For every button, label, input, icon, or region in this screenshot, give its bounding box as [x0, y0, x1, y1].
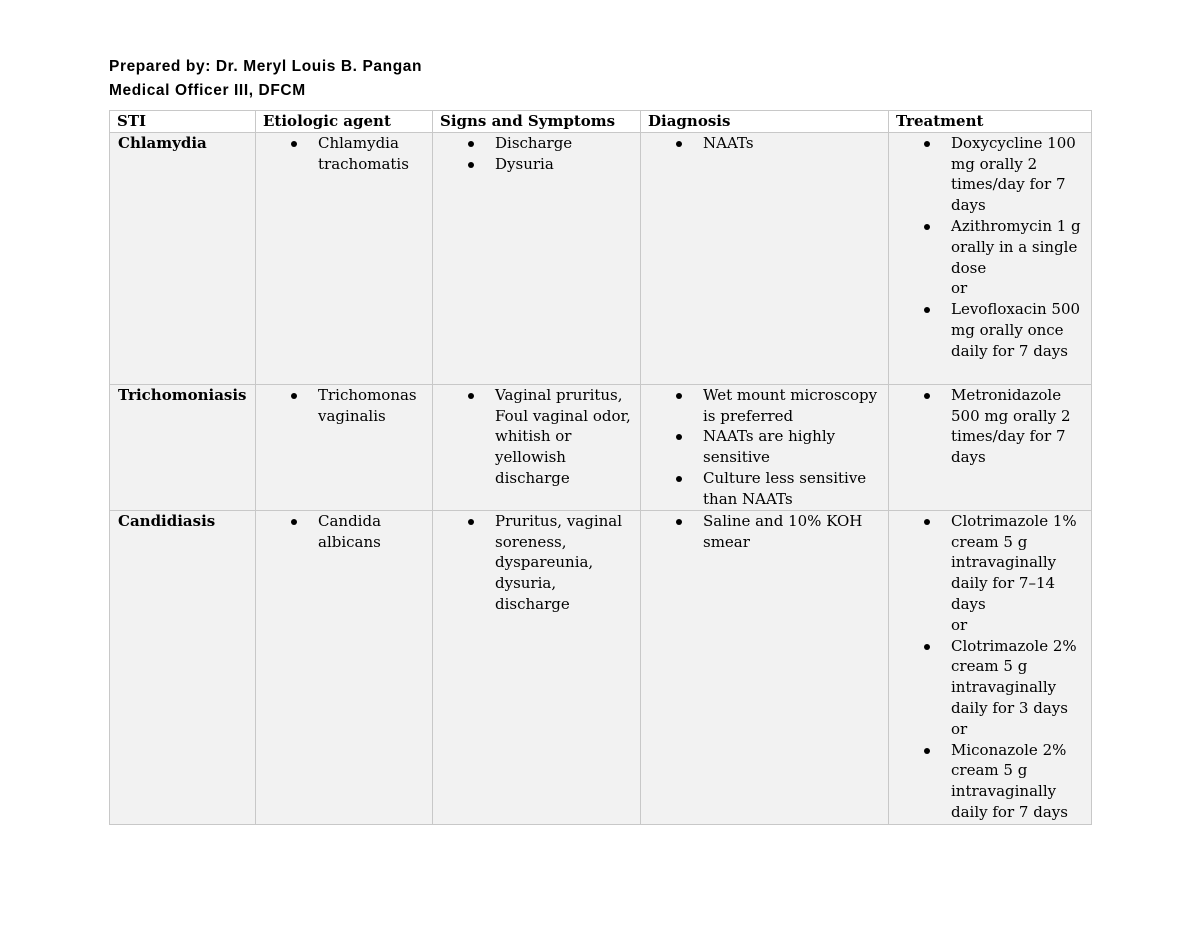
list-item: Wet mount microscopy is preferred: [648, 385, 881, 427]
list-item: [896, 385, 1084, 468]
list-item: Candida albicans: [263, 511, 425, 553]
position-line: Medical Officer III, DFCM: [109, 82, 306, 99]
signs-cell: [433, 510, 641, 824]
table-row-candidiasis: [110, 510, 1092, 824]
table-header-row: [110, 111, 1092, 133]
treatment-text: Clotrimazole 1% cream 5 g intravaginally daily for 7–14 days: [951, 511, 1077, 613]
table-row-chlamydia: [110, 132, 1092, 384]
list-item: Discharge: [440, 133, 633, 154]
etiologic-agent-cell: [256, 384, 433, 510]
list-item: [896, 636, 1084, 740]
list-item: NAATs are highly sensitive: [648, 426, 881, 468]
list-item: Pruritus, vaginal soreness, dyspareunia, dysuria, discharge: [440, 511, 633, 615]
treatment-text: Clotrimazole 2% cream 5 g intravaginally daily for 3 days: [951, 636, 1077, 717]
or-connector: or: [951, 719, 968, 738]
list-item: [896, 133, 1084, 216]
treatment-text: Levofloxacin 500 mg orally once daily for 7 days: [951, 300, 1081, 360]
diagnosis-cell: [641, 132, 889, 384]
or-connector: or: [951, 615, 968, 634]
list-item: Chlamydia trachomatis: [263, 133, 425, 175]
list-item: Culture less sensitive than NAATs: [648, 468, 881, 510]
diagnosis-cell: [641, 510, 889, 824]
list-item: [896, 740, 1084, 823]
column-header-etiologic-agent: Etiologic agent: [256, 111, 433, 133]
list-item: [896, 511, 1084, 636]
or-connector: or: [951, 279, 968, 298]
treatment-text: Miconazole 2% cream 5 g intravaginally daily for 7 days: [951, 740, 1068, 821]
sti-table: [109, 110, 1092, 825]
list-item: [896, 299, 1084, 361]
treatment-cell: [889, 384, 1092, 510]
etiologic-agent-cell: [256, 132, 433, 384]
treatment-text: Azithromycin 1 g orally in a single dose: [951, 216, 1081, 277]
treatment-text: Metronidazole 500 mg orally 2 times/day for 7 days: [951, 385, 1071, 467]
treatment-text: Doxycycline 100 mg orally 2 times/day for 7 days: [951, 133, 1076, 215]
treatment-cell: [889, 132, 1092, 384]
list-item: [896, 216, 1084, 299]
signs-cell: [433, 132, 641, 384]
column-header-diagnosis: Diagnosis: [641, 111, 889, 133]
sti-name: Trichomoniasis: [110, 384, 256, 510]
column-header-sti: STI: [110, 111, 256, 133]
column-header-treatment: Treatment: [889, 111, 1092, 133]
column-header-signs-symptoms: Signs and Symptoms: [433, 111, 641, 133]
list-item: NAATs: [648, 133, 881, 154]
list-item: Trichomonas vaginalis: [263, 385, 425, 427]
table-row-trichomoniasis: [110, 384, 1092, 510]
etiologic-agent-cell: [256, 510, 433, 824]
diagnosis-cell: [641, 384, 889, 510]
document-header: [109, 55, 422, 103]
sti-name: Candidiasis: [110, 510, 256, 824]
prepared-by-line: Prepared by: Dr. Meryl Louis B. Pangan: [109, 58, 423, 75]
sti-name: Chlamydia: [110, 132, 256, 384]
list-item: Vaginal pruritus, Foul vaginal odor, whitish or yellowish discharge: [440, 385, 633, 489]
list-item: Saline and 10% KOH smear: [648, 511, 881, 553]
treatment-cell: [889, 510, 1092, 824]
list-item: Dysuria: [440, 154, 633, 175]
signs-cell: [433, 384, 641, 510]
